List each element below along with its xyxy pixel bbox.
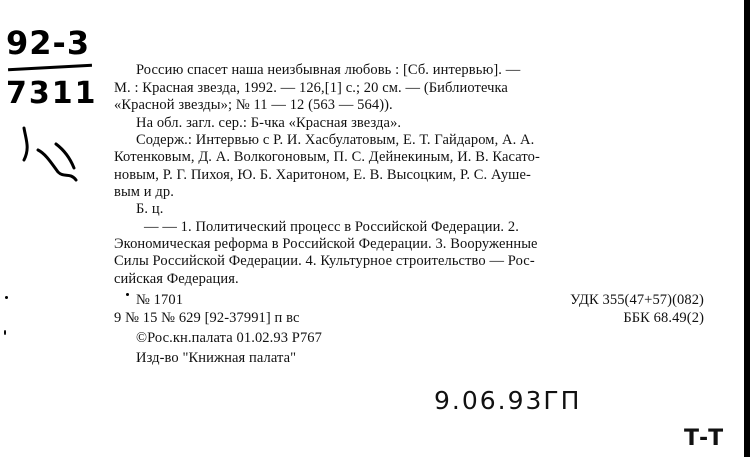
speck — [126, 293, 129, 296]
call-number-top: 92-3 — [6, 24, 91, 62]
call-number-bottom: 7311 — [6, 76, 98, 111]
record-line-6: Котенковым, Д. А. Волкогоновым, П. С. Дейнекиным, И. В. Касато- — [114, 149, 540, 165]
imprint-line-1: № 1701 — [136, 292, 184, 308]
record-line-10: — — 1. Политический процесс в Российской Федерации. 2. — [144, 219, 519, 235]
speck — [5, 296, 8, 299]
record-line-13: сийская Федерация. — [114, 271, 239, 287]
record-line-12: Силы Российской Федерации. 4. Культурное строительство — Рос- — [114, 253, 535, 269]
imprint-line-4: Изд-во "Книжная палата" — [136, 350, 297, 366]
record-line-1: Россию спасет наша неизбывная любовь : [Сб. интервью]. — — [136, 62, 521, 78]
record-line-11: Экономическая реформа в Российской Федерации. 3. Вооруженные — [114, 236, 538, 252]
corner-mark: Т-Т — [684, 426, 724, 451]
card-edge — [744, 0, 750, 457]
record-line-4: На обл. загл. сер.: Б-чка «Красная звезда». — [136, 115, 402, 131]
record-line-2: М. : Красная звезда, 1992. — 126,[1] с.; 20 см. — (Библиотечка — [114, 80, 508, 96]
record-line-8: вым и др. — [114, 184, 174, 200]
bbk-code: ББК 68.49(2) — [623, 310, 704, 326]
date-stamp: 9.06.93ГП — [434, 386, 582, 415]
margin-scribble-icon — [16, 120, 96, 200]
record-line-9: Б. ц. — [136, 201, 164, 217]
record-line-7: новым, Р. Г. Пихоя, Ю. Б. Харитоном, Е. В. Высоцким, Р. С. Ауше- — [114, 167, 531, 183]
udk-code: УДК 355(47+57)(082) — [570, 292, 704, 308]
imprint-line-2: 9 № 15 № 629 [92-37991] п вс — [114, 310, 300, 326]
call-number-underline — [8, 64, 92, 71]
record-line-3: «Красной звезды»; № 11 — 12 (563 — 564)). — [114, 97, 393, 113]
imprint-line-3: ©Рос.кн.палата 01.02.93 Р767 — [136, 330, 323, 346]
speck — [4, 330, 6, 335]
record-line-5: Содерж.: Интервью с Р. И. Хасбулатовым, Е. Т. Гайдаром, А. А. — [136, 132, 535, 148]
